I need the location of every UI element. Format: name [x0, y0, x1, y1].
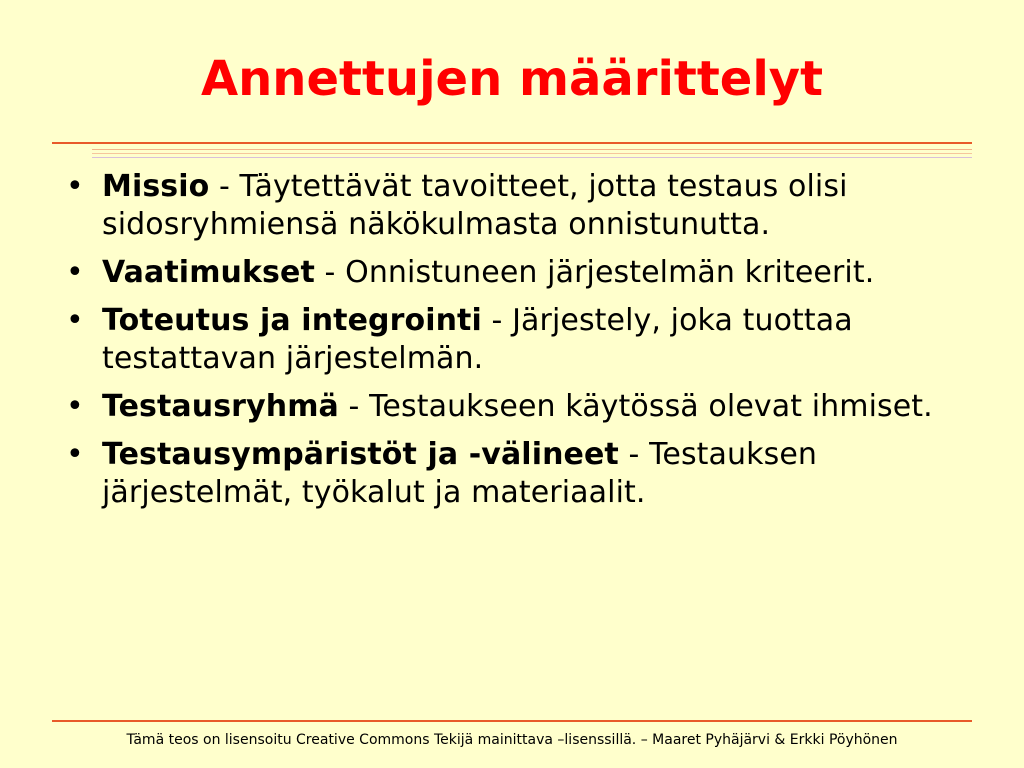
term-label: Testausympäristöt ja -välineet — [102, 437, 619, 472]
list-item-testausymparistot — [66, 436, 966, 512]
term-label: Toteutus ja integrointi — [102, 303, 482, 338]
list-item-toteutus — [66, 302, 966, 378]
bullet-icon: • — [66, 169, 84, 204]
license-footer: Tämä teos on lisensoitu Creative Commons Tekijä mainittava –lisenssillä. – Maaret Pyhäjärvi & Erkki Pöyhönen — [126, 732, 898, 748]
definition-text: - Järjestely, joka tuottaa testattavan järjestelmän. — [102, 303, 853, 376]
definition-list — [66, 168, 966, 522]
footer-divider — [52, 720, 972, 722]
bullet-icon: • — [66, 389, 84, 424]
definition-text: - Täytettävät tavoitteet, jotta testaus olisi sidosryhmiensä näkökulmasta onnistunutta. — [102, 169, 848, 242]
definition-text: - Testauksen järjestelmät, työkalut ja materiaalit. — [102, 437, 818, 510]
bullet-icon: • — [66, 303, 84, 338]
list-item-testausryhma — [66, 388, 966, 426]
definition-text: - Testaukseen käytössä olevat ihmiset. — [338, 389, 933, 424]
title-divider-accent-2 — [92, 153, 972, 154]
bullet-icon: • — [66, 255, 84, 290]
title-divider-accent-3 — [92, 157, 972, 158]
bullet-icon: • — [66, 437, 84, 472]
term-label: Testausryhmä — [102, 389, 339, 424]
definition-text: - Onnistuneen järjestelmän kriteerit. — [314, 255, 875, 290]
title-divider-accent-1 — [92, 149, 972, 150]
list-item-missio — [66, 168, 966, 244]
slide-title: Annettujen määrittelyt — [200, 51, 824, 107]
list-item-vaatimukset — [66, 254, 966, 292]
term-label: Missio — [102, 169, 210, 204]
term-label: Vaatimukset — [102, 255, 315, 290]
title-divider — [52, 142, 972, 144]
